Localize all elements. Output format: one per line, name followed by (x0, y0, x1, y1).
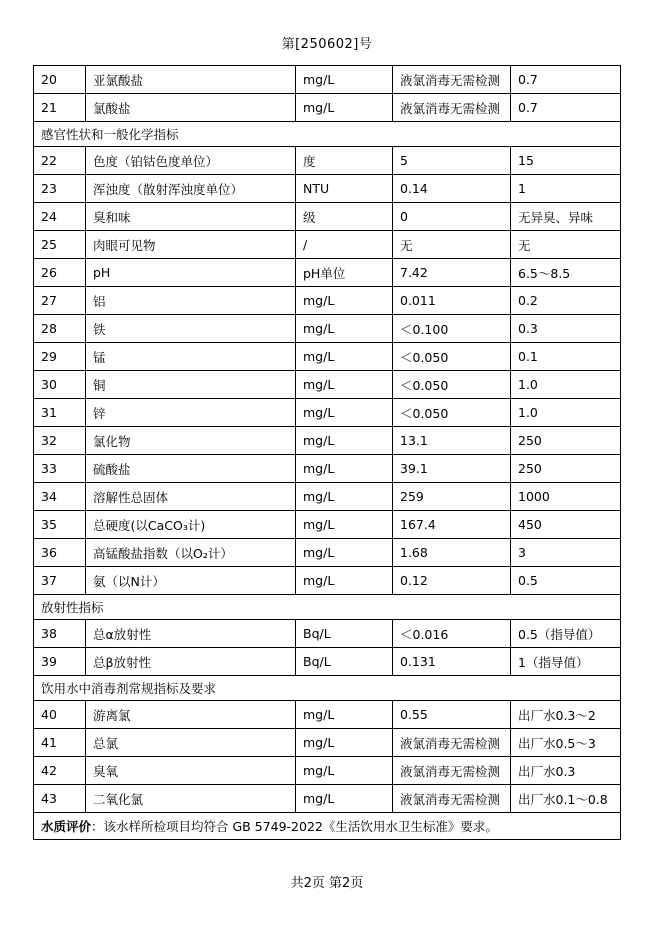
cell-limit: 0.5 (511, 567, 621, 595)
cell-unit: mg/L (296, 94, 393, 122)
cell-item: 溶解性总固体 (86, 483, 296, 511)
cell-item: 铝 (86, 287, 296, 315)
cell-value: ＜0.050 (393, 371, 511, 399)
doc-number: 第[250602]号 (281, 37, 373, 52)
cell-unit: mg/L (296, 427, 393, 455)
table-row (34, 315, 621, 343)
cell-limit: 0.3 (511, 315, 621, 343)
cell-limit: 出厂水0.3 (511, 757, 621, 785)
cell-item: 游离氯 (86, 701, 296, 729)
cell-limit: 1 (511, 175, 621, 203)
cell-unit: pH单位 (296, 259, 393, 287)
evaluation-cell (34, 813, 621, 840)
page-footer: 共2页 第2页 (290, 876, 364, 891)
table-row (34, 203, 621, 231)
cell-unit: Bq/L (296, 648, 393, 676)
cell-item: 总α放射性 (86, 620, 296, 648)
cell-value: ＜0.016 (393, 620, 511, 648)
cell-value: 0.011 (393, 287, 511, 315)
cell-item: 色度（铂钴色度单位） (86, 147, 296, 175)
table-row (34, 757, 621, 785)
evaluation-label: 水质评价 (41, 819, 92, 834)
cell-no: 26 (34, 259, 86, 287)
cell-limit: 3 (511, 539, 621, 567)
table-row (34, 455, 621, 483)
cell-unit: / (296, 231, 393, 259)
cell-limit: 0.2 (511, 287, 621, 315)
table-row (34, 94, 621, 122)
cell-unit: mg/L (296, 701, 393, 729)
cell-no: 33 (34, 455, 86, 483)
table-row (34, 399, 621, 427)
water-quality-table (33, 65, 621, 840)
section-row (34, 595, 621, 620)
cell-unit: mg/L (296, 371, 393, 399)
cell-item: 总硬度(以CaCO₃计) (86, 511, 296, 539)
cell-limit: 1（指导值） (511, 648, 621, 676)
cell-no: 43 (34, 785, 86, 813)
cell-limit: 无异臭、异味 (511, 203, 621, 231)
table-row (34, 287, 621, 315)
cell-value: 39.1 (393, 455, 511, 483)
cell-value: 13.1 (393, 427, 511, 455)
cell-item: 硫酸盐 (86, 455, 296, 483)
cell-no: 28 (34, 315, 86, 343)
cell-limit: 250 (511, 427, 621, 455)
cell-value: 167.4 (393, 511, 511, 539)
cell-no: 42 (34, 757, 86, 785)
cell-limit: 0.1 (511, 343, 621, 371)
cell-no: 37 (34, 567, 86, 595)
cell-no: 27 (34, 287, 86, 315)
cell-value: 0 (393, 203, 511, 231)
table-row (34, 231, 621, 259)
cell-value: 0.14 (393, 175, 511, 203)
cell-limit: 无 (511, 231, 621, 259)
section-row (34, 122, 621, 147)
cell-value: 液氯消毒无需检测 (393, 757, 511, 785)
cell-no: 22 (34, 147, 86, 175)
cell-unit: mg/L (296, 399, 393, 427)
cell-no: 41 (34, 729, 86, 757)
section-label: 放射性指标 (34, 595, 621, 620)
cell-value: ＜0.100 (393, 315, 511, 343)
cell-unit: mg/L (296, 785, 393, 813)
cell-no: 38 (34, 620, 86, 648)
cell-item: 氨（以N计） (86, 567, 296, 595)
cell-item: 总氯 (86, 729, 296, 757)
cell-unit: 度 (296, 147, 393, 175)
cell-limit: 450 (511, 511, 621, 539)
table-row (34, 729, 621, 757)
cell-item: 亚氯酸盐 (86, 66, 296, 94)
table-row (34, 343, 621, 371)
cell-item: 氯酸盐 (86, 94, 296, 122)
table-row (34, 620, 621, 648)
cell-item: 肉眼可见物 (86, 231, 296, 259)
cell-limit: 250 (511, 455, 621, 483)
cell-value: 无 (393, 231, 511, 259)
table-row (34, 539, 621, 567)
cell-limit: 出厂水0.5～3 (511, 729, 621, 757)
cell-item: 铜 (86, 371, 296, 399)
cell-unit: mg/L (296, 729, 393, 757)
cell-value: 液氯消毒无需检测 (393, 66, 511, 94)
cell-unit: mg/L (296, 567, 393, 595)
cell-no: 31 (34, 399, 86, 427)
cell-value: 5 (393, 147, 511, 175)
cell-item: pH (86, 259, 296, 287)
cell-unit: mg/L (296, 287, 393, 315)
table-row (34, 175, 621, 203)
cell-unit: mg/L (296, 511, 393, 539)
cell-no: 39 (34, 648, 86, 676)
cell-limit: 0.5（指导值） (511, 620, 621, 648)
cell-limit: 出厂水0.3～2 (511, 701, 621, 729)
cell-no: 36 (34, 539, 86, 567)
cell-value: 液氯消毒无需检测 (393, 785, 511, 813)
table-row (34, 371, 621, 399)
table-row (34, 648, 621, 676)
cell-value: ＜0.050 (393, 343, 511, 371)
cell-no: 20 (34, 66, 86, 94)
cell-item: 铁 (86, 315, 296, 343)
cell-item: 总β放射性 (86, 648, 296, 676)
section-label: 感官性状和一般化学指标 (34, 122, 621, 147)
cell-limit: 0.7 (511, 66, 621, 94)
cell-item: 臭氧 (86, 757, 296, 785)
cell-unit: Bq/L (296, 620, 393, 648)
evaluation-text: ：该水样所检项目均符合 GB 5749-2022《生活饮用水卫生标准》要求。 (91, 819, 498, 834)
cell-unit: mg/L (296, 455, 393, 483)
cell-value: 7.42 (393, 259, 511, 287)
cell-item: 臭和味 (86, 203, 296, 231)
cell-limit: 6.5～8.5 (511, 259, 621, 287)
table-row (34, 427, 621, 455)
cell-value: ＜0.050 (393, 399, 511, 427)
cell-item: 浑浊度（散射浑浊度单位） (86, 175, 296, 203)
section-label: 饮用水中消毒剂常规指标及要求 (34, 676, 621, 701)
cell-unit: NTU (296, 175, 393, 203)
cell-no: 32 (34, 427, 86, 455)
cell-unit: mg/L (296, 66, 393, 94)
cell-limit: 出厂水0.1～0.8 (511, 785, 621, 813)
cell-value: 0.131 (393, 648, 511, 676)
table-row (34, 567, 621, 595)
cell-value: 液氯消毒无需检测 (393, 729, 511, 757)
cell-item: 高锰酸盐指数（以O₂计） (86, 539, 296, 567)
cell-value: 259 (393, 483, 511, 511)
cell-unit: mg/L (296, 315, 393, 343)
cell-no: 30 (34, 371, 86, 399)
cell-value: 0.55 (393, 701, 511, 729)
cell-no: 40 (34, 701, 86, 729)
cell-no: 21 (34, 94, 86, 122)
cell-no: 29 (34, 343, 86, 371)
cell-unit: mg/L (296, 539, 393, 567)
cell-no: 24 (34, 203, 86, 231)
cell-unit: mg/L (296, 483, 393, 511)
cell-no: 25 (34, 231, 86, 259)
cell-item: 二氧化氯 (86, 785, 296, 813)
cell-item: 氯化物 (86, 427, 296, 455)
cell-value: 1.68 (393, 539, 511, 567)
cell-value: 液氯消毒无需检测 (393, 94, 511, 122)
cell-no: 23 (34, 175, 86, 203)
cell-value: 0.12 (393, 567, 511, 595)
cell-limit: 0.7 (511, 94, 621, 122)
table-row (34, 147, 621, 175)
cell-unit: mg/L (296, 343, 393, 371)
table-row (34, 66, 621, 94)
cell-limit: 1.0 (511, 371, 621, 399)
cell-item: 锰 (86, 343, 296, 371)
cell-no: 35 (34, 511, 86, 539)
cell-unit: mg/L (296, 757, 393, 785)
cell-limit: 1.0 (511, 399, 621, 427)
cell-unit: 级 (296, 203, 393, 231)
cell-no: 34 (34, 483, 86, 511)
table-row (34, 483, 621, 511)
cell-limit: 1000 (511, 483, 621, 511)
table-row (34, 701, 621, 729)
cell-limit: 15 (511, 147, 621, 175)
table-row (34, 259, 621, 287)
section-row (34, 676, 621, 701)
evaluation-row (34, 813, 621, 840)
table-row (34, 511, 621, 539)
cell-item: 锌 (86, 399, 296, 427)
table-row (34, 785, 621, 813)
